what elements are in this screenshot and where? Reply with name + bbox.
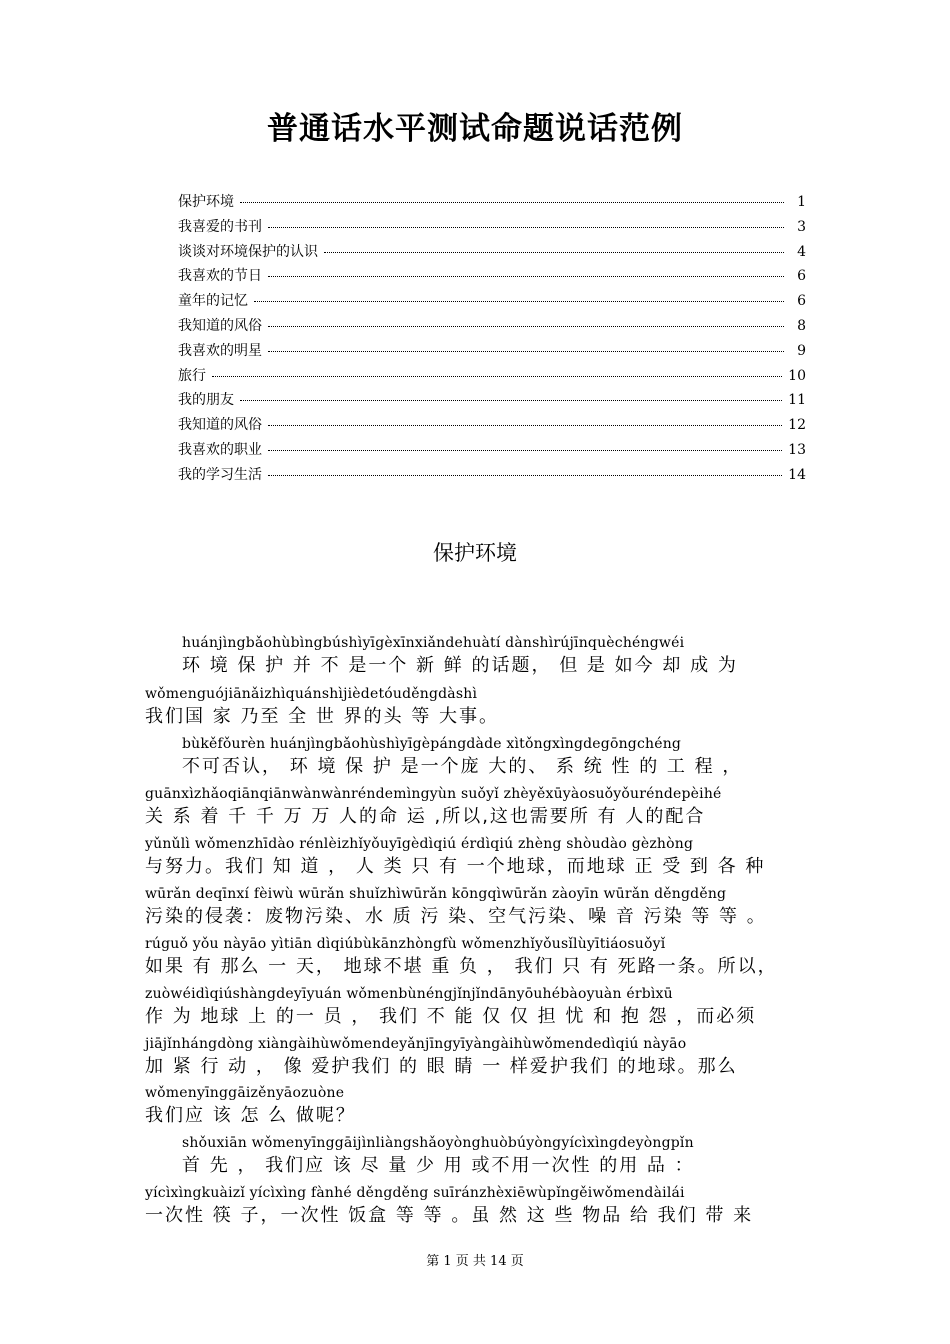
chinese-text: 首 先 ， 我们应 该 尽 量 少 用 或不用一次性 的用 品 ： (182, 1155, 695, 1176)
toc-entry-page: 3 (797, 218, 806, 235)
toc-dot-leader (268, 475, 782, 476)
page-footer: 第 1 页 共 14 页 (426, 1254, 524, 1269)
text-line (0, 1135, 950, 1175)
pinyin-annotation: rúguǒ yǒu nàyāo yìtiān dìqiúbùkānzhòngfù wǒmenzhǐyǒusǐlùyītiáosuǒyǐ (145, 936, 666, 952)
chinese-text: 污染的侵袭：废物污染、水 质 污 染、空气污染、噪 音 污染 等 等 。 (145, 906, 767, 927)
chinese-text: 关 系 着 千 千 万 万 人的命 运 ,所以,这也需要所 有 人的配合 (145, 806, 706, 827)
toc-entry-page: 12 (788, 417, 806, 434)
toc-entry-label: 我的学习生活 (178, 466, 262, 483)
toc-dot-leader (268, 351, 784, 352)
pinyin-annotation: huánjìngbǎohùbìngbúshìyīgèxīnxiǎndehuàtí dànshìrújīnquèchéngwéi (182, 635, 685, 651)
pinyin-annotation: shǒuxiān wǒmenyīnggāijìnliàngshǎoyònghuòbúyòngyícìxìngdeyòngpǐn (182, 1135, 694, 1151)
chinese-text: 与努力。我们 知 道 ， 人 类 只 有 一个地球，而地球 正 受 到 各 种 (145, 856, 766, 877)
toc-entry[interactable] (178, 389, 806, 414)
toc-entry-label: 童年的记忆 (178, 293, 248, 310)
chinese-text: 一次性 筷 子，一次性 饭盒 等 等 。虽 然 这 些 物品 给 我们 带 来 (145, 1205, 754, 1226)
toc-entry-page: 9 (797, 342, 806, 359)
chinese-text: 我们应 该 怎 么 做呢？ (145, 1105, 356, 1126)
toc-entry-label: 谈谈对环境保护的认识 (178, 243, 318, 260)
toc-entry[interactable] (178, 340, 806, 365)
toc-entry-label: 我喜欢的节日 (178, 268, 262, 285)
toc-entry-page: 4 (797, 243, 806, 260)
toc-dot-leader (212, 376, 782, 377)
chinese-text: 不可否认， 环 境 保 护 是一个庞 大的、 系 统 性 的 工 程 ， (182, 756, 743, 777)
text-line (0, 886, 950, 926)
text-line (0, 686, 950, 726)
toc-entry-page: 1 (797, 194, 806, 210)
text-line (0, 635, 950, 675)
toc-entry-label: 保护环境 (178, 194, 234, 210)
toc-entry-page: 6 (797, 268, 806, 285)
toc-entry-page: 11 (788, 392, 806, 409)
toc-entry[interactable] (178, 265, 806, 290)
pinyin-annotation: zuòwéidìqiúshàngdeyīyuán wǒmenbùnéngjǐnjǐndānyōuhébàoyuàn érbìxū (145, 986, 673, 1002)
toc-entry-label: 我知道的风俗 (178, 317, 262, 334)
toc-dot-leader (268, 425, 782, 426)
toc-entry-page: 8 (797, 317, 806, 334)
table-of-contents (178, 191, 806, 489)
text-line (0, 786, 950, 826)
pinyin-annotation: guānxìzhǎoqiānqiānwànwànréndemìngyùn suǒyǐ zhèyěxūyàosuǒyǒuréndepèihé (145, 786, 722, 802)
toc-dot-leader (268, 276, 784, 277)
toc-entry[interactable] (178, 439, 806, 464)
chinese-text: 加 紧 行 动 ， 像 爱护我们 的 眼 睛 一 样爱护我们 的地球。那么 (145, 1056, 738, 1077)
chinese-text: 我们国 家 乃至 全 世 界的头 等 大事。 (145, 706, 500, 727)
text-line (0, 936, 950, 976)
toc-entry[interactable] (178, 365, 806, 390)
toc-entry[interactable] (178, 315, 806, 340)
toc-dot-leader (268, 450, 782, 451)
text-line (0, 736, 950, 776)
toc-entry-label: 旅行 (178, 367, 206, 384)
pinyin-annotation: bùkěfǒurèn huánjìngbǎohùshìyīgèpángdàde xìtǒngxìngdegōngchéng (182, 736, 682, 752)
text-line (0, 1185, 950, 1225)
chinese-text: 作 为 地球 上 的一 员 ， 我们 不 能 仅 仅 担 忧 和 抱 怨 ，而必须 (145, 1006, 757, 1027)
text-line (0, 1036, 950, 1076)
toc-entry[interactable] (178, 241, 806, 266)
toc-entry-label: 我喜欢的职业 (178, 441, 262, 458)
toc-entry-page: 13 (788, 441, 806, 458)
chinese-text: 如果 有 那么 一 天， 地球不堪 重 负 ， 我们 只 有 死路一条。所以， (145, 956, 778, 977)
toc-dot-leader (254, 301, 784, 302)
section-title: 保护环境 (433, 541, 517, 565)
toc-entry[interactable] (178, 216, 806, 241)
toc-entry[interactable] (178, 290, 806, 315)
toc-dot-leader (240, 202, 784, 203)
document-title: 普通话水平测试命题说话范例 (267, 111, 683, 147)
toc-dot-leader (268, 326, 784, 327)
pinyin-annotation: wūrǎn deqīnxí fèiwù wūrǎn shuǐzhìwūrǎn kōngqìwūrǎn zàoyīn wūrǎn děngděng (145, 886, 727, 902)
toc-entry[interactable] (178, 464, 806, 489)
toc-entry-page: 10 (788, 367, 806, 384)
text-line (0, 986, 950, 1026)
toc-entry[interactable] (178, 191, 806, 216)
toc-dot-leader (324, 252, 784, 253)
pinyin-annotation: wǒmenguójiānǎizhìquánshìjièdetóuděngdàshì (145, 686, 478, 702)
toc-entry[interactable] (178, 414, 806, 439)
pinyin-annotation: yǔnǔlì wǒmenzhīdào rénlèizhǐyǒuyīgèdìqiú érdìqiú zhèng shòudào gèzhòng (145, 836, 694, 852)
toc-entry-label: 我知道的风俗 (178, 417, 262, 434)
chinese-text: 环 境 保 护 并 不 是一个 新 鲜 的话题， 但 是 如今 却 成 为 (182, 655, 738, 676)
pinyin-annotation: wǒmenyīnggāizěnyāozuòne (145, 1085, 345, 1101)
toc-entry-label: 我的朋友 (178, 392, 234, 409)
toc-entry-label: 我喜爱的书刊 (178, 218, 262, 235)
text-line (0, 1085, 950, 1125)
toc-dot-leader (240, 400, 782, 401)
toc-entry-label: 我喜欢的明星 (178, 342, 262, 359)
toc-entry-page: 14 (788, 466, 806, 483)
toc-dot-leader (268, 227, 784, 228)
pinyin-annotation: yícìxìngkuàizǐ yícìxìng fànhé děngděng suīránzhèxiēwùpǐngěiwǒmendàilái (145, 1185, 685, 1201)
pinyin-annotation: jiājǐnhángdòng xiàngàihùwǒmendeyǎnjīngyīyàngàihùwǒmendedìqiú nàyāo (145, 1036, 687, 1052)
text-line (0, 836, 950, 876)
toc-entry-page: 6 (797, 293, 806, 310)
